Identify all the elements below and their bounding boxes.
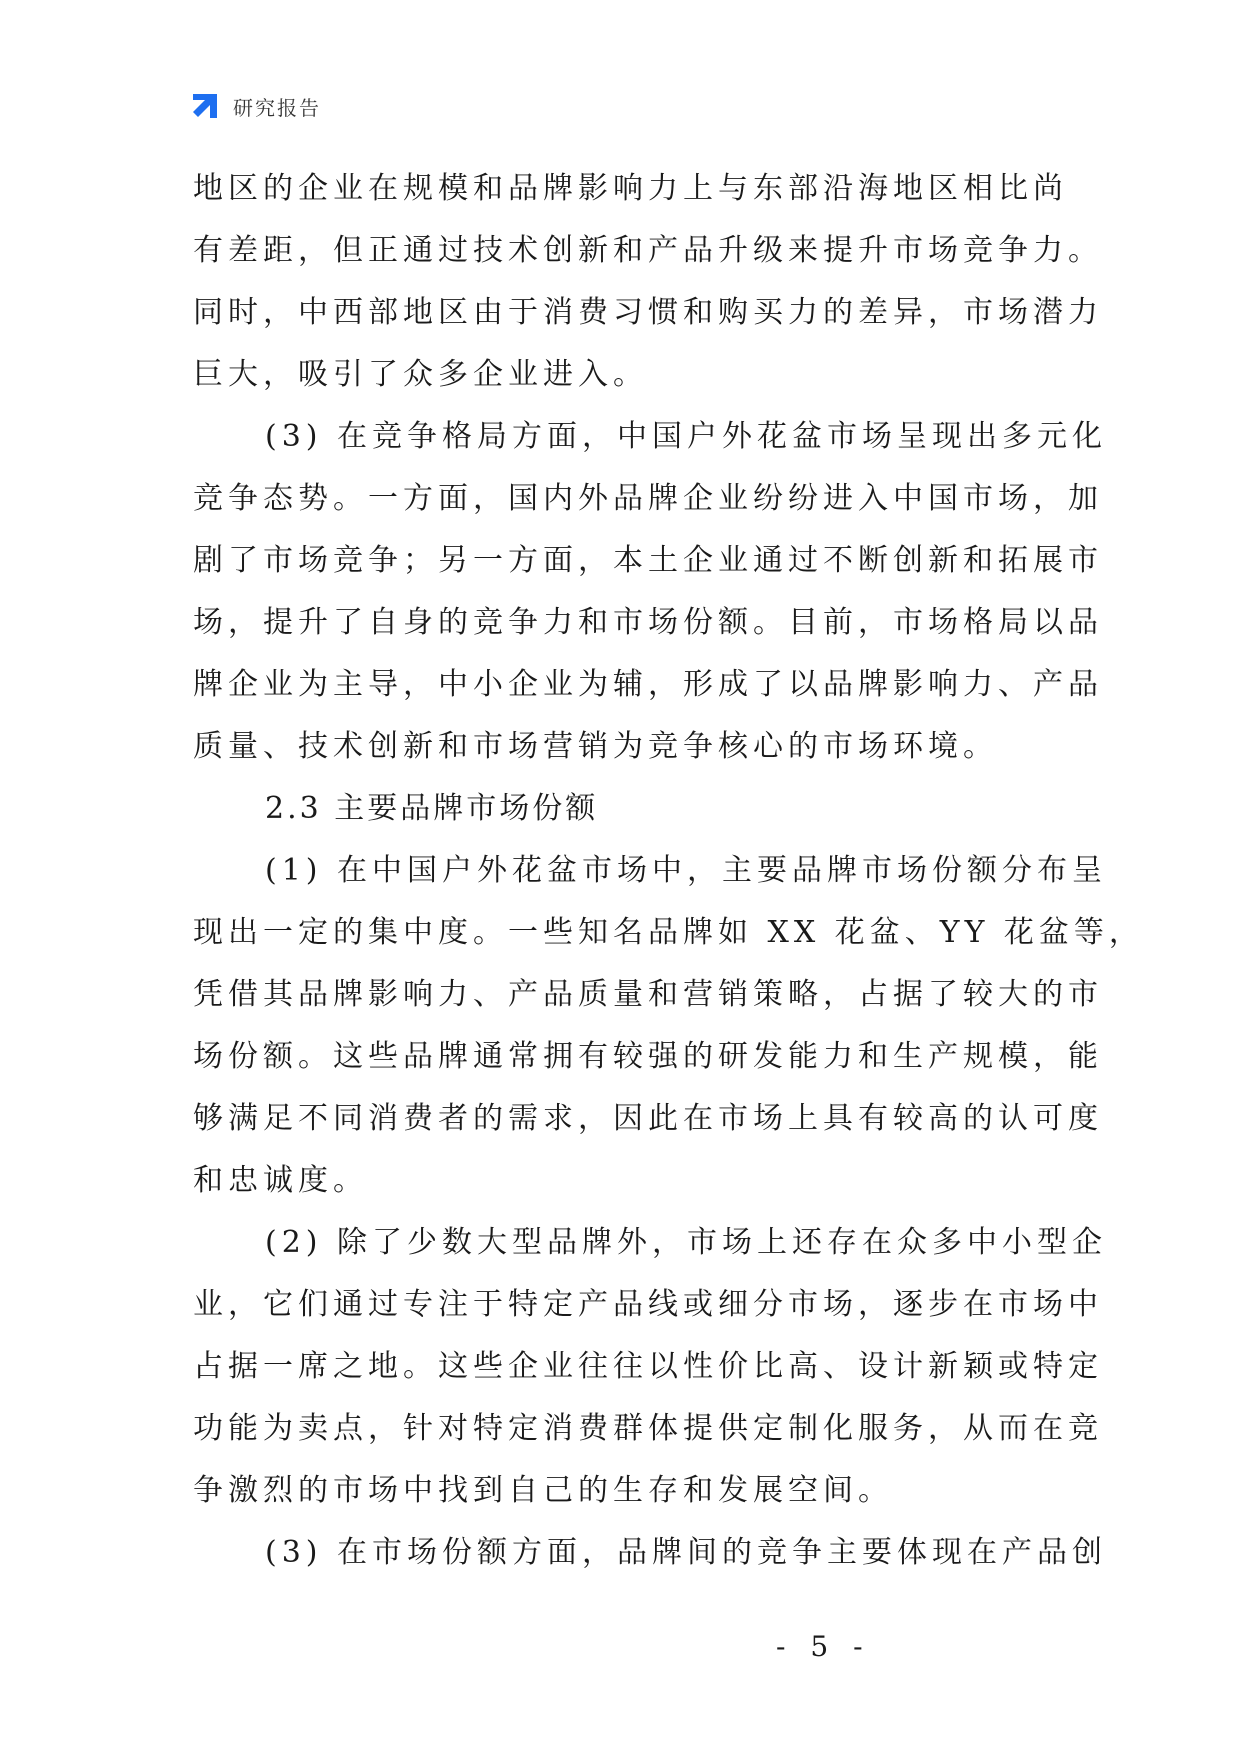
paragraph-start: (1) 在中国户外花盆市场中，主要品牌市场份额分布呈: [265, 853, 1108, 888]
arrow-logo-icon: [189, 90, 221, 122]
text-line: 剧了市场竞争；另一方面，本土企业通过不断创新和拓展市: [193, 543, 1103, 578]
header-title: 研究报告: [233, 95, 321, 120]
text-line: 业，它们通过专注于特定产品线或细分市场，逐步在市场中: [193, 1287, 1103, 1322]
paragraph-start: (2) 除了少数大型品牌外，市场上还存在众多中小型企: [265, 1225, 1108, 1260]
text-line: 质量、技术创新和市场营销为竞争核心的市场环境。: [193, 729, 998, 764]
page-header: [189, 90, 321, 122]
page-number: - 5 -: [776, 1630, 871, 1663]
text-line: 牌企业为主导，中小企业为辅，形成了以品牌影响力、产品: [193, 667, 1103, 702]
text-line: 功能为卖点，针对特定消费群体提供定制化服务，从而在竞: [193, 1411, 1103, 1446]
body-text: [193, 158, 1144, 1584]
text-line: 场，提升了自身的竞争力和市场份额。目前，市场格局以品: [193, 605, 1103, 640]
paragraph-start: (3) 在市场份额方面，品牌间的竞争主要体现在产品创: [265, 1535, 1108, 1570]
text-line: 有差距，但正通过技术创新和产品升级来提升市场竞争力。: [193, 233, 1103, 268]
text-line: 争激烈的市场中找到自己的生存和发展空间。: [193, 1473, 893, 1508]
text-line: 和忠诚度。: [193, 1163, 368, 1198]
text-line: 竞争态势。一方面，国内外品牌企业纷纷进入中国市场，加: [193, 481, 1103, 516]
text-line: 巨大，吸引了众多企业进入。: [193, 357, 648, 392]
paragraph-start: (3) 在竞争格局方面，中国户外花盆市场呈现出多元化: [265, 419, 1108, 454]
text-line: 够满足不同消费者的需求，因此在市场上具有较高的认可度: [193, 1101, 1103, 1136]
text-line: 场份额。这些品牌通常拥有较强的研发能力和生产规模，能: [193, 1039, 1103, 1074]
text-line: 地区的企业在规模和品牌影响力上与东部沿海地区相比尚: [193, 171, 1068, 206]
text-line: 现出一定的集中度。一些知名品牌如 XX 花盆、YY 花盆等，: [193, 915, 1144, 950]
text-line: 凭借其品牌影响力、产品质量和营销策略，占据了较大的市: [193, 977, 1103, 1012]
text-line: 占据一席之地。这些企业往往以性价比高、设计新颖或特定: [193, 1349, 1103, 1384]
section-heading: 2.3 主要品牌市场份额: [265, 791, 599, 826]
text-line: 同时，中西部地区由于消费习惯和购买力的差异，市场潜力: [193, 295, 1103, 330]
